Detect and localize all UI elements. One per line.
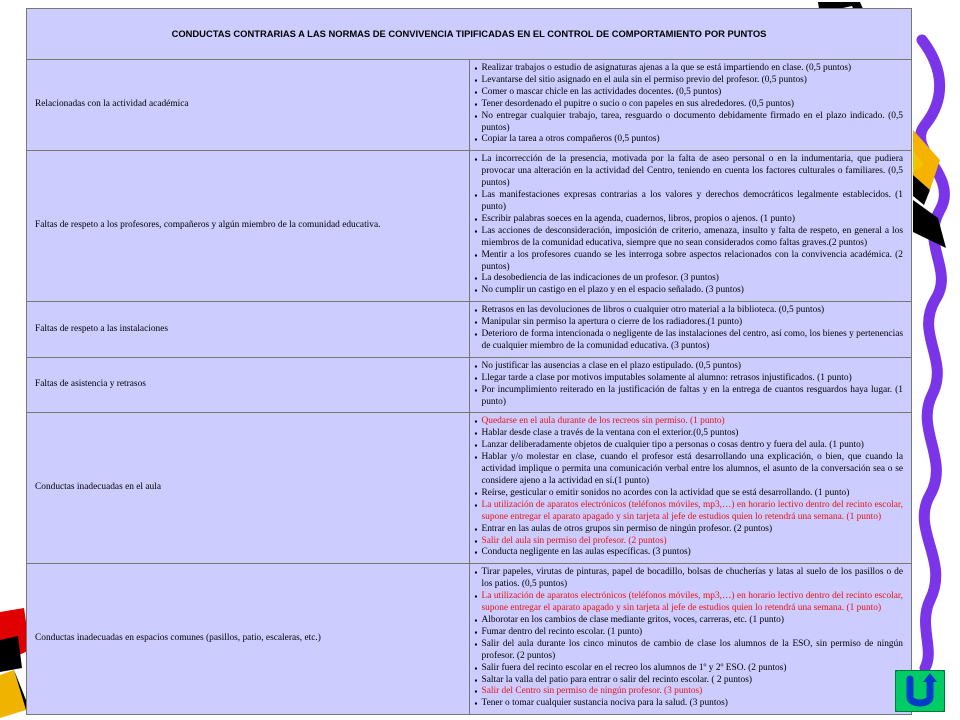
list-item: ▪ Copiar la tarea a otros compañeros (0,5 puntos) xyxy=(476,134,904,146)
conduct-list xyxy=(476,416,904,559)
category-cell: Conductas inadecuadas en el aula xyxy=(27,413,470,564)
return-button[interactable] xyxy=(895,670,945,712)
list-item: ▪ Conducta negligente en las aulas específicas. (3 puntos) xyxy=(476,547,904,559)
items-cell xyxy=(469,60,912,151)
list-item: ▪ Deterioro de forma intencionada o negligente de las instalaciones del centro, así como, los bienes y pertenencias de cualquier miembro de la comunidad educativa. (3 puntos) xyxy=(476,329,904,353)
conduct-list xyxy=(476,63,904,146)
list-item: ▪ Tirar papeles, virutas de pinturas, papel de bocadillo, bolsas de chucherías y latas al suelo de los pasillos o de los patios. (0,5 puntos) xyxy=(476,567,904,591)
items-cell xyxy=(469,151,912,302)
conduct-list xyxy=(476,305,904,353)
list-item: ▪ Las acciones de desconsideración, imposición de criterio, amenaza, insulto y falta de respeto, en general a los miembros de la comunidad educativa, siempre que no sean considerados como faltas graves.(2 puntos) xyxy=(476,226,904,250)
list-item: ▪ Manipular sin permiso la apertura o cierre de los radiadores.(1 punto) xyxy=(476,317,904,329)
list-item: ▪ Salir del aula sin permiso del profesor. (2 puntos) xyxy=(476,536,904,548)
list-item: ▪ Hablar desde clase a través de la ventana con el exterior.(0,5 puntos) xyxy=(476,428,904,440)
list-item: ▪ La incorrección de la presencia, motivada por la falta de aseo personal o en la indumentaria, que pudiera provocar una alteración en la actividad del Centro, teniendo en cuenta los factores culturales o familiares. (0,5 puntos) xyxy=(476,154,904,190)
page-title: CONDUCTAS CONTRARIAS A LAS NORMAS DE CONVIVENCIA TIPIFICADAS EN EL CONTROL DE COMPORTAMIENTO POR PUNTOS xyxy=(27,9,912,60)
list-item: ▪ Entrar en las aulas de otros grupos sin permiso de ningún profesor. (2 puntos) xyxy=(476,524,904,536)
category-cell: Relacionadas con la actividad académica xyxy=(27,60,470,151)
list-item: ▪ Realizar trabajos o estudio de asignaturas ajenas a la que se está impartiendo en clase. (0,5 puntos) xyxy=(476,63,904,75)
conduct-table-container xyxy=(26,8,912,715)
conduct-list xyxy=(476,361,904,409)
table-row xyxy=(27,302,912,358)
list-item: ▪ Salir del Centro sin permiso de ningún profesor. (3 puntos) xyxy=(476,686,904,698)
table-row xyxy=(27,413,912,564)
list-item: ▪ Salir fuera del recinto escolar en el recreo los alumnos de 1º y 2º ESO. (2 puntos) xyxy=(476,663,904,675)
table-row xyxy=(27,564,912,715)
list-item: ▪ Salir del aula durante los cinco minutos de cambio de clase los alumnos de la ESO, sin permiso de ningún profesor. (2 puntos) xyxy=(476,639,904,663)
list-item: ▪ Mentir a los profesores cuando se les interroga sobre aspectos relacionados con la convivencia académica. (2 puntos) xyxy=(476,250,904,274)
table-row xyxy=(27,60,912,151)
list-item: ▪ Llegar tarde a clase por motivos imputables solamente al alumno: retrasos injustificados. (1 punto) xyxy=(476,373,904,385)
category-cell: Faltas de respeto a los profesores, compañeros y algún miembro de la comunidad educativa. xyxy=(27,151,470,302)
list-item: ▪ Alborotar en los cambios de clase mediante gritos, voces, carreras, etc. (1 punto) xyxy=(476,615,904,627)
category-cell: Conductas inadecuadas en espacios comunes (pasillos, patio, escaleras, etc.) xyxy=(27,564,470,715)
conduct-list xyxy=(476,154,904,297)
list-item: ▪ Fumar dentro del recinto escolar. (1 punto) xyxy=(476,627,904,639)
conduct-list xyxy=(476,567,904,710)
list-item: ▪ No entregar cualquier trabajo, tarea, resguardo o documento debidamente firmado en el plazo indicado. (0,5 puntos) xyxy=(476,111,904,135)
list-item: ▪ Levantarse del sitio asignado en el aula sin el permiso previo del profesor. (0,5 puntos) xyxy=(476,75,904,87)
list-item: ▪ Lanzar deliberadamente objetos de cualquier tipo a personas o cosas dentro y fuera del aula. (1 punto) xyxy=(476,440,904,452)
items-cell xyxy=(469,564,912,715)
items-cell xyxy=(469,413,912,564)
list-item: ▪ Por incumplimiento reiterado en la justificación de faltas y en la entrega de cuantos resguardos haya lugar. (1 punto) xyxy=(476,385,904,409)
list-item: ▪ Escribir palabras soeces en la agenda, cuadernos, libros, propios o ajenos. (1 punto) xyxy=(476,214,904,226)
list-item: ▪ Comer o mascar chicle en las actividades docentes. (0,5 puntos) xyxy=(476,87,904,99)
category-cell: Faltas de respeto a las instalaciones xyxy=(27,302,470,358)
list-item: ▪ Tener o tomar cualquier sustancia nociva para la salud. (3 puntos) xyxy=(476,698,904,710)
list-item: ▪ Hablar y/o molestar en clase, cuando el profesor está desarrollando una explicación, o bien, que cuando la actividad implique o permita una comunicación verbal entre los alumnos, el asunto de la conversación sea o se considere ajeno a la actividad en sí.(1 punto) xyxy=(476,452,904,488)
list-item: ▪ No cumplir un castigo en el plazo y en el espacio señalado. (3 puntos) xyxy=(476,285,904,297)
conduct-rules-table xyxy=(26,8,912,715)
list-item: ▪ Tener desordenado el pupitre o sucio o con papeles en sus alrededores. (0,5 puntos) xyxy=(476,99,904,111)
table-row xyxy=(27,357,912,413)
list-item: ▪ La desobediencia de las indicaciones de un profesor. (3 puntos) xyxy=(476,273,904,285)
list-item: ▪ Saltar la valla del patio para entrar o salir del recinto escolar. ( 2 puntos) xyxy=(476,675,904,687)
squiggle-ribbon-icon xyxy=(921,40,945,668)
items-cell xyxy=(469,357,912,413)
category-cell: Faltas de asistencia y retrasos xyxy=(27,357,470,413)
list-item: ▪ Reírse, gesticular o emitir sonidos no acordes con la actividad que se está desarrollando. (1 punto) xyxy=(476,488,904,500)
list-item: ▪ Retrasos en las devoluciones de libros o cualquier otro material a la biblioteca. (0,5 puntos) xyxy=(476,305,904,317)
list-item: ▪ No justificar las ausencias a clase en el plazo estipulado. (0,5 puntos) xyxy=(476,361,904,373)
list-item: ▪ La utilización de aparatos electrónicos (teléfonos móviles, mp3,…) en horario lectivo dentro del recinto escolar, supone entregar el aparato apagado y sin tarjeta al jefe de estudios quien lo retendrá una semana. (1 punto) xyxy=(476,591,904,615)
list-item: ▪ Quedarse en el aula durante de los recreos sin permiso. (1 punto) xyxy=(476,416,904,428)
list-item: ▪ Las manifestaciones expresas contrarias a los valores y derechos democráticos legalmente establecidos. (1 punto) xyxy=(476,190,904,214)
list-item: ▪ La utilización de aparatos electrónicos (teléfonos móviles, mp3,…) en horario lectivo dentro del recinto escolar, supone entregar el aparato apagado y sin tarjeta al jefe de estudios quien lo retendrá una semana. (1 punto) xyxy=(476,500,904,524)
table-row xyxy=(27,151,912,302)
table-header-row xyxy=(27,9,912,60)
items-cell xyxy=(469,302,912,358)
